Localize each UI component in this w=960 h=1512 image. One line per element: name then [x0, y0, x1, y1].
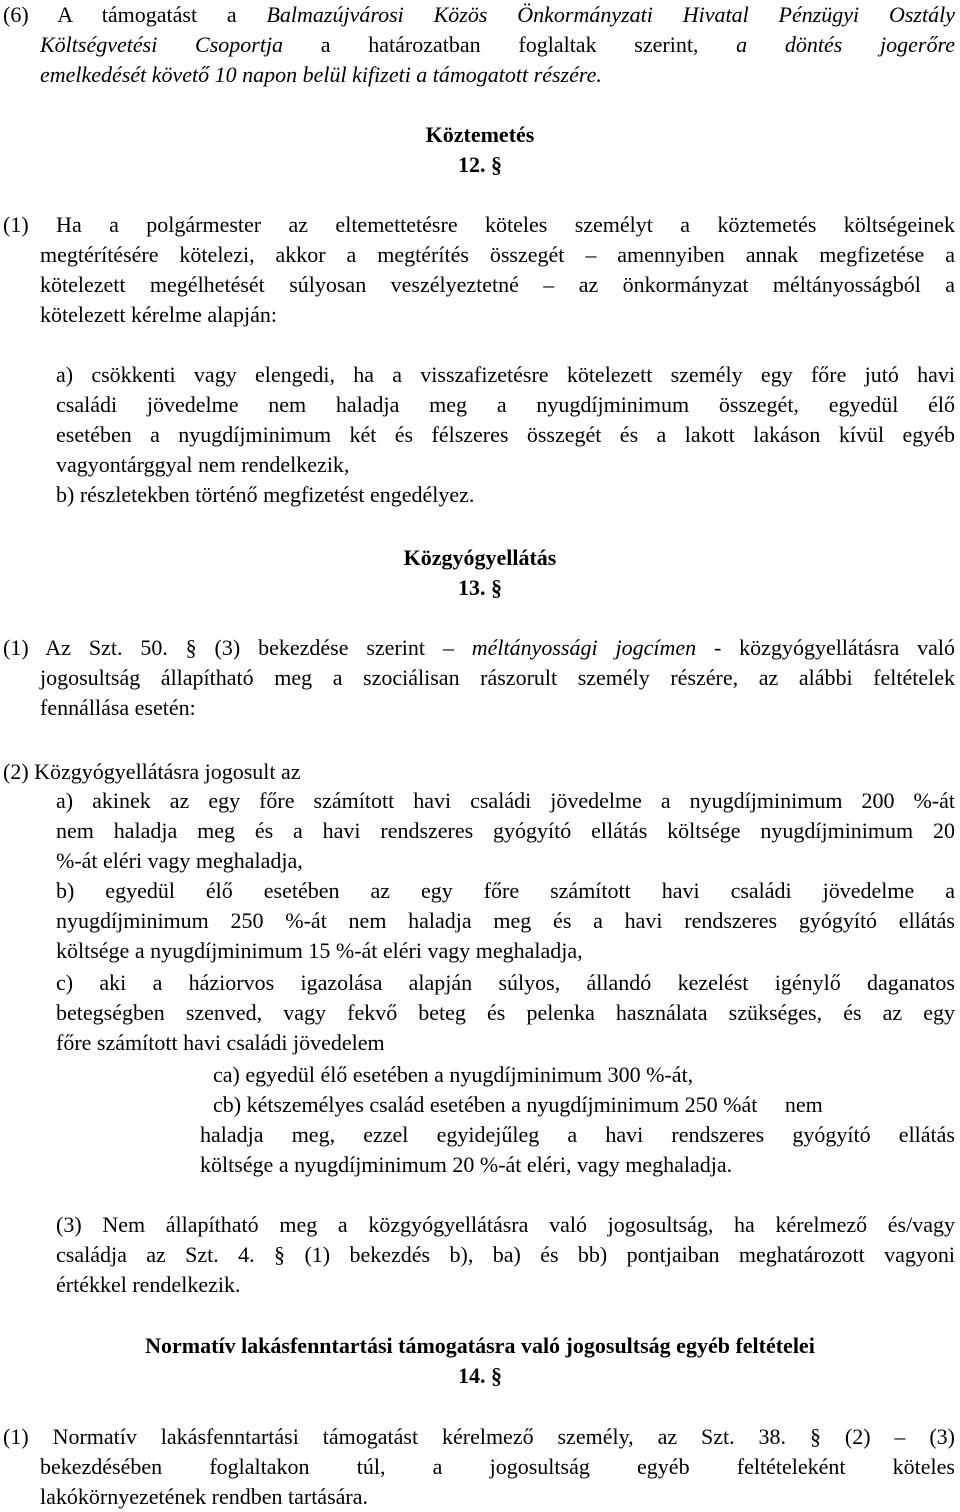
s12-a-line-1: a) csökkenti vagy elengedi, ha a visszafizetésre kötelezett személy egy főre jutó havi — [56, 362, 955, 387]
s13-b-line-3: költsége a nyugdíjminimum 15 %-át eléri vagy meghaladja, — [56, 938, 583, 963]
s12-p1-line-4: kötelezett kérelme alapján: — [40, 302, 277, 327]
paragraph-6-line-1: (6) A támogatást a Balmazújvárosi Közös Önkormányzati Hivatal Pénzügyi Osztály — [3, 2, 955, 27]
s12-p1-line-1: (1) Ha a polgármester az eltemettetésre köteles személyt a köztemetés költségeinek — [3, 212, 955, 237]
paragraph-6-line-3: emelkedését követő 10 napon belül kifizeti a támogatott részére. — [40, 62, 602, 87]
section-12-number: 12. § — [458, 152, 502, 177]
s13-a-line-3: %-át eléri vagy meghaladja, — [56, 848, 303, 873]
s13-p3-line-1: (3) Nem állapítható meg a közgyógyellátásra való jogosultság, ha kérelmező és/vagy — [56, 1212, 955, 1237]
section-13-title: Közgyógyellátás — [403, 545, 557, 570]
section-13-number: 13. § — [458, 575, 502, 600]
s13-ca-line: ca) egyedül élő esetében a nyugdíjminimum 300 %-át, — [213, 1062, 694, 1087]
section-14-number: 14. § — [458, 1363, 502, 1388]
s13-cb-line-3: költsége a nyugdíjminimum 20 %-át eléri, vagy meghaladja. — [200, 1152, 733, 1177]
section-12-title: Köztemetés — [425, 122, 535, 147]
s12-b-line: b) részletekben történő megfizetést engedélyez. — [56, 482, 475, 507]
s13-p1-line-3: fennállása esetén: — [40, 695, 196, 720]
s12-a-line-4: vagyontárggyal nem rendelkezik, — [56, 452, 350, 477]
s13-p2-line: (2) Közgyógyellátásra jogosult az — [3, 759, 301, 784]
s13-a-line-2: nem haladja meg és a havi rendszeres gyógyító ellátás költsége nyugdíjminimum 20 — [56, 818, 955, 843]
s12-p1-line-2: megtérítésére kötelezi, akkor a megtérítés összegét – amennyiben annak megfizetése a — [40, 242, 955, 267]
s13-c-line-2: betegségben szenved, vagy fekvő beteg és pelenka használata szükséges, és az egy — [56, 1000, 955, 1025]
s13-c-line-1: c) aki a háziorvos igazolása alapján súlyos, állandó kezelést igénylő daganatos — [56, 970, 955, 995]
s13-p1-line-2: jogosultság állapítható meg a szociálisan rászorult személy részére, az alábbi feltételek — [40, 665, 955, 690]
s12-p1-line-3: kötelezett megélhetését súlyosan veszélyeztetné – az önkormányzat méltányosságból a — [40, 272, 955, 297]
s13-p1-line-1: (1) Az Szt. 50. § (3) bekezdése szerint – méltányossági jogcímen - közgyógyellátásra való — [3, 635, 955, 660]
s13-p3-line-3: értékkel rendelkezik. — [56, 1272, 241, 1297]
s14-p1-line-1: (1) Normatív lakásfenntartási támogatást kérelmező személy, az Szt. 38. § (2) – (3) — [3, 1424, 955, 1449]
paragraph-6-line-2: Költségvetési Csoportja a határozatban foglaltak szerint, a döntés jogerőre — [40, 32, 956, 57]
section-14-title: Normatív lakásfenntartási támogatásra való jogosultság egyéb feltételei — [145, 1333, 815, 1358]
s12-a-line-2: családi jövedelme nem haladja meg a nyugdíjminimum összegét, egyedül élő — [56, 392, 955, 417]
s14-p1-line-2: bekezdésében foglaltakon túl, a jogosultság egyéb feltételeként köteles — [40, 1454, 955, 1479]
s13-b-line-1: b) egyedül élő esetében az egy főre számított havi családi jövedelme a — [56, 878, 955, 903]
s14-p1-line-3: lakókörnyezetének rendben tartására. — [40, 1484, 368, 1509]
s13-cb-line-1: cb) kétszemélyes család esetében a nyugdíjminimum 250 %át nem — [213, 1092, 823, 1117]
s13-p3-line-2: családja az Szt. 4. § (1) bekezdés b), ba) és bb) pontjaiban meghatározott vagyoni — [56, 1242, 955, 1267]
s13-cb-line-2: haladja meg, ezzel egyidejűleg a havi rendszeres gyógyító ellátás — [200, 1122, 955, 1147]
s13-c-line-3: főre számított havi családi jövedelem — [56, 1030, 385, 1055]
s13-b-line-2: nyugdíjminimum 250 %-át nem haladja meg és a havi rendszeres gyógyító ellátás — [56, 908, 955, 933]
s12-a-line-3: esetében a nyugdíjminimum két és félszeres összegét és a lakott lakáson kívül egyéb — [56, 422, 955, 447]
s13-a-line-1: a) akinek az egy főre számított havi családi jövedelme a nyugdíjminimum 200 %-át — [56, 788, 955, 813]
